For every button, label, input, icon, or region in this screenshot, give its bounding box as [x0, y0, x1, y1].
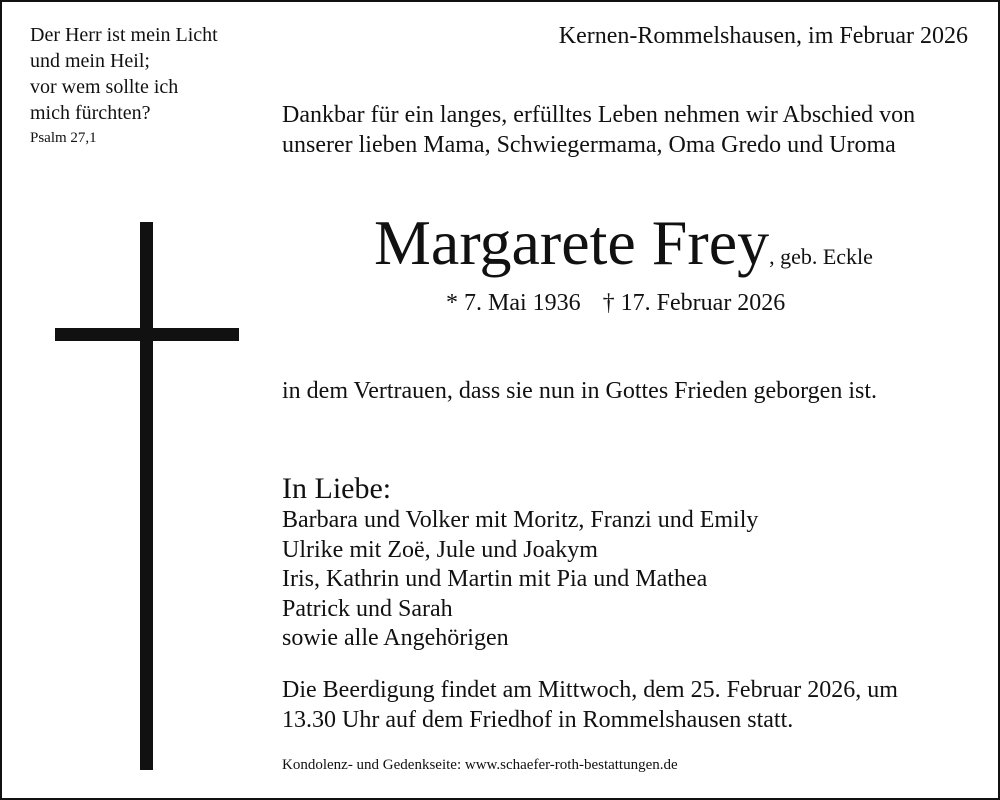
verse-line: vor wem sollte ich [30, 76, 179, 98]
mourners-list [282, 506, 758, 654]
life-dates [446, 290, 785, 317]
condolence-website: Kondolenz- und Gedenkseite: www.schaefer-roth-bestattungen.de [282, 757, 678, 773]
deceased-name-line [374, 205, 873, 281]
funeral-notice [282, 675, 898, 735]
mourner-line: sowie alle Angehörigen [282, 625, 509, 651]
mourner-line: Ulrike mit Zoë, Jule und Joakym [282, 536, 598, 563]
funeral-line: Die Beerdigung findet am Mittwoch, dem 25. Februar 2026, um [282, 677, 898, 703]
bible-verse [30, 22, 218, 126]
cross-vertical-beam [140, 222, 153, 770]
cross-horizontal-beam [55, 328, 239, 341]
intro-line: Dankbar für ein langes, erfülltes Leben nehmen wir Abschied von [282, 102, 916, 128]
deceased-name: Margarete Frey [374, 207, 770, 278]
latin-cross-icon [55, 222, 239, 770]
verse-line: mich fürchten? [30, 102, 151, 124]
verse-line: und mein Heil; [30, 50, 150, 72]
funeral-line: 13.30 Uhr auf dem Friedhof in Rommelshausen statt. [282, 707, 794, 733]
death-date: † 17. Februar 2026 [602, 290, 786, 316]
intro-text [282, 100, 915, 160]
trust-statement: in dem Vertrauen, dass sie nun in Gottes Frieden geborgen ist. [282, 378, 878, 404]
place-and-date: Kernen-Rommelshausen, im Februar 2026 [558, 23, 968, 49]
mourner-line: Barbara und Volker mit Moritz, Franzi und Emily [282, 507, 759, 533]
verse-line: Der Herr ist mein Licht [30, 24, 218, 46]
verse-reference: Psalm 27,1 [30, 130, 97, 146]
mourner-line: Iris, Kathrin und Martin mit Pia und Mathea [282, 566, 708, 592]
intro-line: unserer lieben Mama, Schwiegermama, Oma Gredo und Uroma [282, 132, 896, 158]
birth-date: * 7. Mai 1936 [446, 290, 581, 316]
birth-name: , geb. Eckle [769, 244, 873, 269]
mourner-line: Patrick und Sarah [282, 595, 453, 622]
mourners-heading: In Liebe: [282, 472, 392, 505]
